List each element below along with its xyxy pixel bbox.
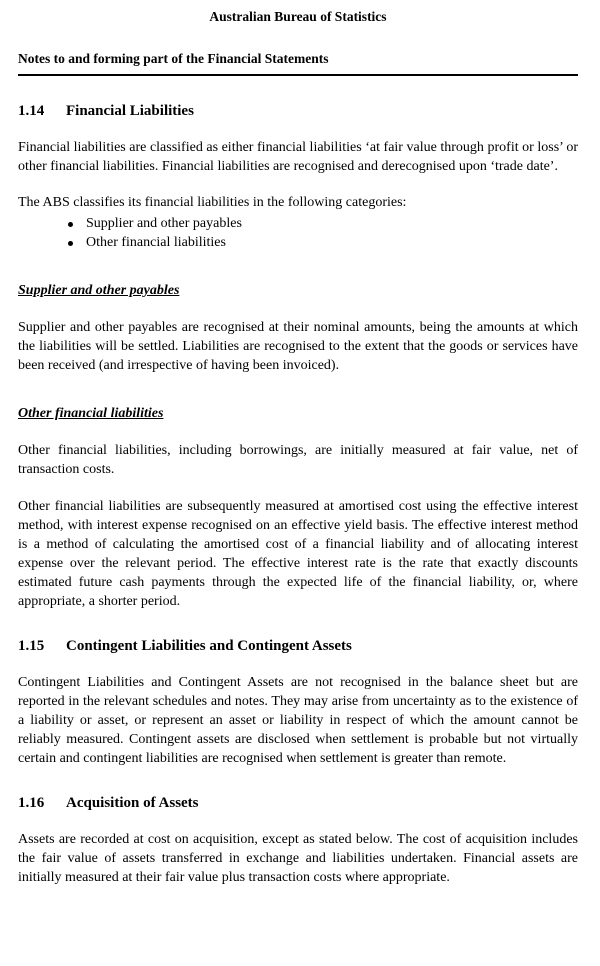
document-subtitle: Notes to and forming part of the Financial Statements [18, 49, 578, 76]
list-item-label: Other financial liabilities [86, 235, 226, 250]
section-number: 1.14 [18, 103, 45, 119]
section-heading-1-16 [18, 794, 578, 812]
subheading-other-financial-liabilities [18, 404, 578, 423]
section-number: 1.15 [18, 638, 45, 654]
section-heading-1-15 [18, 637, 578, 655]
document-title: Australian Bureau of Statistics [209, 9, 387, 24]
section-title: Financial Liabilities [66, 103, 194, 119]
subheading-supplier-and-other-payables [18, 281, 578, 300]
section-heading-1-14 [18, 102, 578, 120]
paragraph-other-financial-liabilities-initial: Other financial liabilities, including borrowings, are initially measured at fair value, net of transaction costs. [18, 443, 578, 477]
paragraph-other-financial-liabilities-subsequent: Other financial liabilities are subsequently measured at amortised cost using the effective interest method, with interest expense recognised on an effective yield basis. The effective interest method is a method of calculating the amortised cost of a financial liability and of allocating interest expense over the relevant period. The effective interest rate is the rate that exactly discounts estimated future cash payments through the expected life of the financial liability, or, where appropriate, a shorter period. [18, 499, 578, 609]
subheading-label: Other financial liabilities [18, 406, 164, 421]
list-item [68, 233, 578, 252]
section-title: Contingent Liabilities and Contingent Assets [66, 638, 352, 654]
paragraph-abs-categories-intro: The ABS classifies its financial liabilities in the following categories: [18, 195, 407, 210]
section-number: 1.16 [18, 795, 45, 811]
categories-bullet-list [18, 214, 578, 252]
subheading-label: Supplier and other payables [18, 283, 180, 298]
list-item-label: Supplier and other payables [86, 216, 242, 231]
paragraph-acquisition-of-assets: Assets are recorded at cost on acquisition, except as stated below. The cost of acquisition includes the fair value of assets transferred in exchange and liabilities undertaken. Financial assets are initially measured at their fair value plus transaction costs where appropriate. [18, 832, 578, 885]
paragraph-contingent-liabilities: Contingent Liabilities and Contingent Assets are not recognised in the balance sheet but are reported in the relevant schedules and notes. They may arise from uncertainty as to the existence of a liability or asset, or represent an asset or liability in respect of which the amount cannot be reliably measured. Contingent assets are disclosed when settlement is probable but not virtually certain and contingent liabilities are recognised when settlement is greater than remote. [18, 675, 578, 766]
bullet-icon [68, 241, 73, 246]
section-title: Acquisition of Assets [66, 795, 199, 811]
paragraph-financial-liabilities-classification: Financial liabilities are classified as either financial liabilities ‘at fair value through profit or loss’ or other financial liabilities. Financial liabilities are recognised and derecognised upon ‘trade date’. [18, 140, 578, 174]
bullet-icon [68, 222, 73, 227]
list-item [68, 214, 578, 233]
paragraph-supplier-payables: Supplier and other payables are recognised at their nominal amounts, being the amounts at which the liabilities will be settled. Liabilities are recognised to the extent that the goods or services have been received (and irrespective of having been invoiced). [18, 320, 578, 373]
